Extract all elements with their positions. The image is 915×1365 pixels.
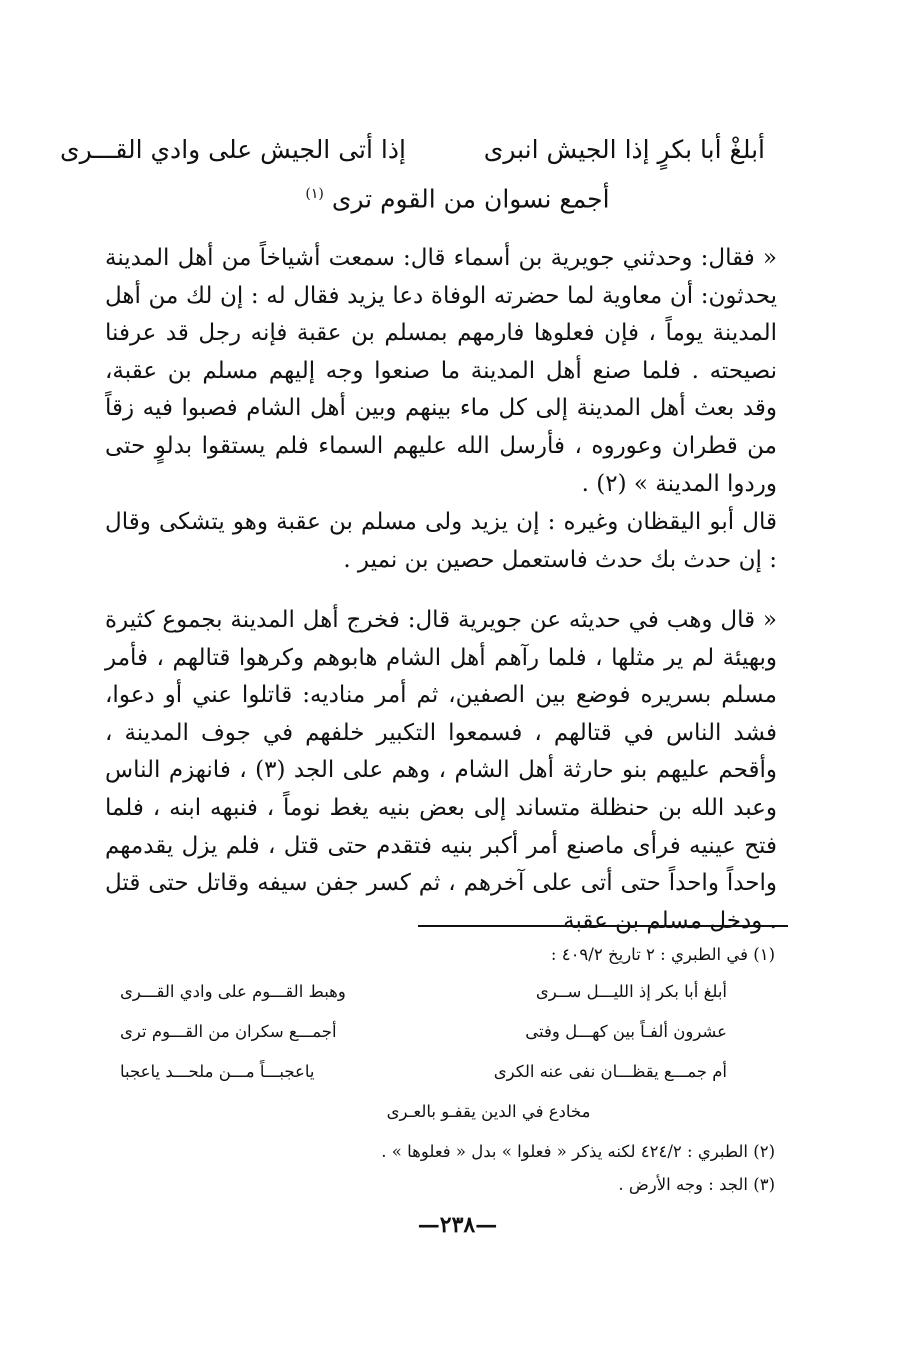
footnote-poem-line bbox=[120, 1017, 727, 1047]
footnote-poem-line bbox=[120, 1057, 727, 1087]
footnote-poem-last-line: مخادع في الدين يقفـو بالعـرى bbox=[386, 1102, 591, 1121]
page-number: —٢٣٨— bbox=[417, 1212, 498, 1238]
verse-first-hemistich: أبلغْ أبا بكرٍ إذا الجيش انبرى bbox=[483, 135, 765, 164]
footnote-2: (٢) الطبري : ٤٢٤/٢ لكنه يذكر « فعلوا » بدل « فعلوها » . bbox=[381, 1142, 775, 1161]
poem-first-hemistich: أبلغ أبا بكر إذ الليـــل ســرى bbox=[535, 982, 727, 1001]
verse-line-2 bbox=[0, 172, 915, 216]
footnote-ref-1: (١) bbox=[305, 186, 324, 202]
footnote-poem-line bbox=[120, 977, 727, 1007]
paragraph-2: قال أبو اليقظان وغيره : إن يزيد ولى مسلم بن عقبة وهو يتشكى وقال : إن حدث بك حدث فاستعمل حصين بن نمير . bbox=[105, 509, 777, 573]
verse-second-hemistich: إذا أتى الجيش على وادي القـــرى bbox=[60, 135, 406, 164]
poem-first-hemistich: أم جمـــع يقظـــان نفى عنه الكرى bbox=[493, 1062, 727, 1081]
poem-second-hemistich: وهبط القـــوم على وادي القـــرى bbox=[120, 982, 346, 1001]
verse-line-1 bbox=[60, 128, 765, 172]
poem-second-hemistich: ياعجبـــاً مـــن ملحـــد ياعجبا bbox=[120, 1062, 315, 1081]
footnote-3: (٣) الجد : وجه الأرض . bbox=[618, 1175, 775, 1194]
paragraph-1: « فقال: وحدثني جويرية بن أسماء قال: سمعت أشياخاً من أهل المدينة يحدثون: أن معاوية لما حضرته الوفاة دعا يزيد فقال له : إن لك من أهل المدينة يوماً ، فإن فعلوها فارمهم بمسلم بن عقبة فإنه رجل قد عرفنا نصيحته . فلما صنع أهل المدينة ما صنعوا وجه إليهم مسلم بن عقبة، وقد بعث أهل المدينة إلى كل ماء بينهم وبين أهل الشام فصبوا فيه زقاً من قطران وعوروه ، فأرسل الله عليهم السماء فلم يستقوا بدلوٍ حتى وردوا المدينة » (٢) . bbox=[105, 245, 777, 497]
poem-first-hemistich: عشرون ألفـاً بين كهـــل وفتى bbox=[525, 1022, 727, 1041]
poem-second-hemistich: أجمـــع سكران من القـــوم ترى bbox=[120, 1022, 337, 1041]
footnote-1-heading: (١) في الطبري : ٢ تاريخ ٤٠٩/٢ : bbox=[550, 945, 775, 964]
footnote-divider bbox=[418, 925, 788, 927]
verse-line-2-text: أجمع نسوان من القوم ترى bbox=[331, 184, 610, 214]
paragraph-3: « قال وهب في حديثه عن جويرية قال: فخرج أهل المدينة بجموع كثيرة وبهيئة لم ير مثلها ، فلما رآهم أهل الشام هابوهم وكرهوا قتالهم ، فأمر مسلم بسريره فوضع بين الصفين، ثم أمر مناديه: قاتلوا عني أو دعوا، فشد الناس في قتالهم ، فسمعوا التكبير خلفهم في جوف المدينة ، وأقحم عليهم بنو حارثة أهل الشام ، وهم على الجد (٣) ، فانهزم الناس وعبد الله بن حنظلة متساند إلى بعض بنيه يغط نوماً ، فنبهه ابنه ، فلما فتح عينيه فرأى ماصنع أمر أكبر بنيه فتقدم حتى قتل ، فلم يزل يقدمهم واحداً واحداً حتى أتى على آخرهم ، ثم كسر جفن سيفه وقاتل حتى قتل . ودخل مسلم بن عقبة bbox=[105, 607, 777, 934]
